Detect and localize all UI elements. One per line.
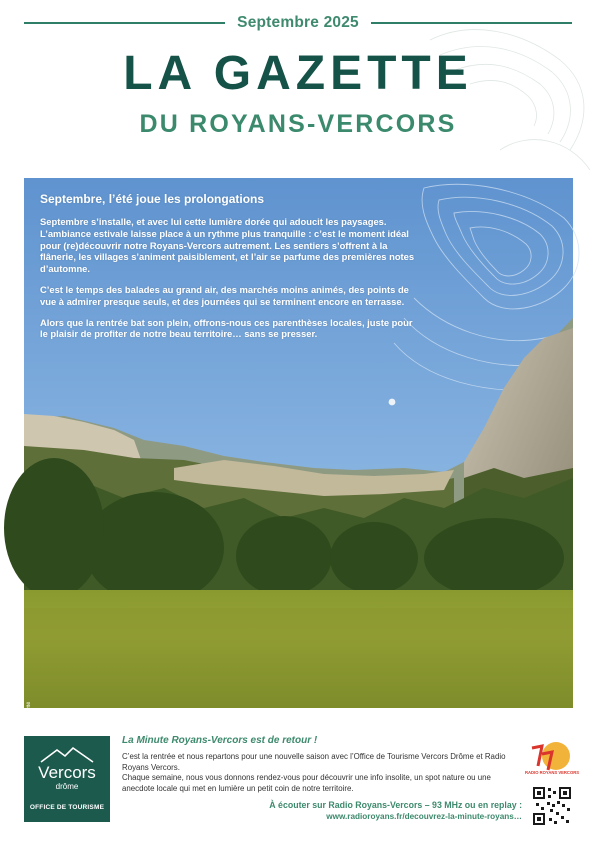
- gazette-subtitle: DU ROYANS-VERCORS: [139, 110, 457, 138]
- footer-body: [122, 752, 522, 794]
- listen-info: [269, 800, 522, 822]
- gazette-title: LA GAZETTE: [123, 47, 473, 100]
- logo-region: drôme: [55, 782, 79, 791]
- replay-link[interactable]: www.radioroyans.fr/decouvrez-la-minute-royans…: [326, 812, 522, 821]
- date-rule-right: [371, 22, 572, 24]
- issue-date: Septembre 2025: [237, 14, 359, 31]
- footer-title: La Minute Royans-Vercors est de retour !: [122, 735, 318, 746]
- hero-paragraph-3: Alors que la rentrée bat son plein, offrons-nous ces parenthèses locales, juste pour le plaisir de profiter de notre beau territoire… sans se presser.: [40, 316, 413, 340]
- logo-name: Vercors: [38, 763, 96, 782]
- mountain-logo-icon: [39, 746, 95, 764]
- vercors-tourism-logo: [24, 736, 110, 822]
- hero-article: [40, 192, 415, 349]
- hero-photo: [24, 178, 573, 708]
- qr-code-icon[interactable]: [532, 786, 572, 826]
- date-rule-left: [24, 22, 225, 24]
- logo-tagline: OFFICE DE TOURISME: [29, 804, 105, 811]
- hero-paragraph-2: C’est le temps des balades au grand air, des marchés moins animés, des points de vue à admirer presque seuls, et des journées qui se terminent encore en terrasse.: [40, 283, 409, 307]
- issue-date-row: [24, 12, 572, 34]
- listen-label: À écouter sur Radio Royans-Vercors – 93 MHz ou en replay :: [269, 800, 522, 810]
- hero-paragraph-1: Septembre s’installe, et avec lui cette lumière dorée qui adoucit les paysages. L’ambiance estivale laisse place à un rythme plus tranquille : c’est le moment idéal pour (re)découvrir notre Royans-Vercors autrement. Les sentiers s’offrent à la flânerie, les villages s’animent paisiblement, et l’air se parfume des premières notes d’automne.: [40, 216, 415, 275]
- radio-logo-label: RADIO ROYANS VERCORS: [524, 770, 580, 775]
- hero-heading: Septembre, l’été joue les prolongations: [40, 192, 265, 206]
- footer-paragraph-2: Chaque semaine, nous vous donnons rendez-vous pour découvrir une info insolite, un spot nature ou une anecdote locale qui met en lumière un petit coin de notre territoire.: [122, 773, 491, 793]
- footer-paragraph-1: C’est la rentrée et nous repartons pour une nouvelle saison avec l’Office de Tourisme Vercors Drôme et Radio Royans Vercors.: [122, 752, 506, 772]
